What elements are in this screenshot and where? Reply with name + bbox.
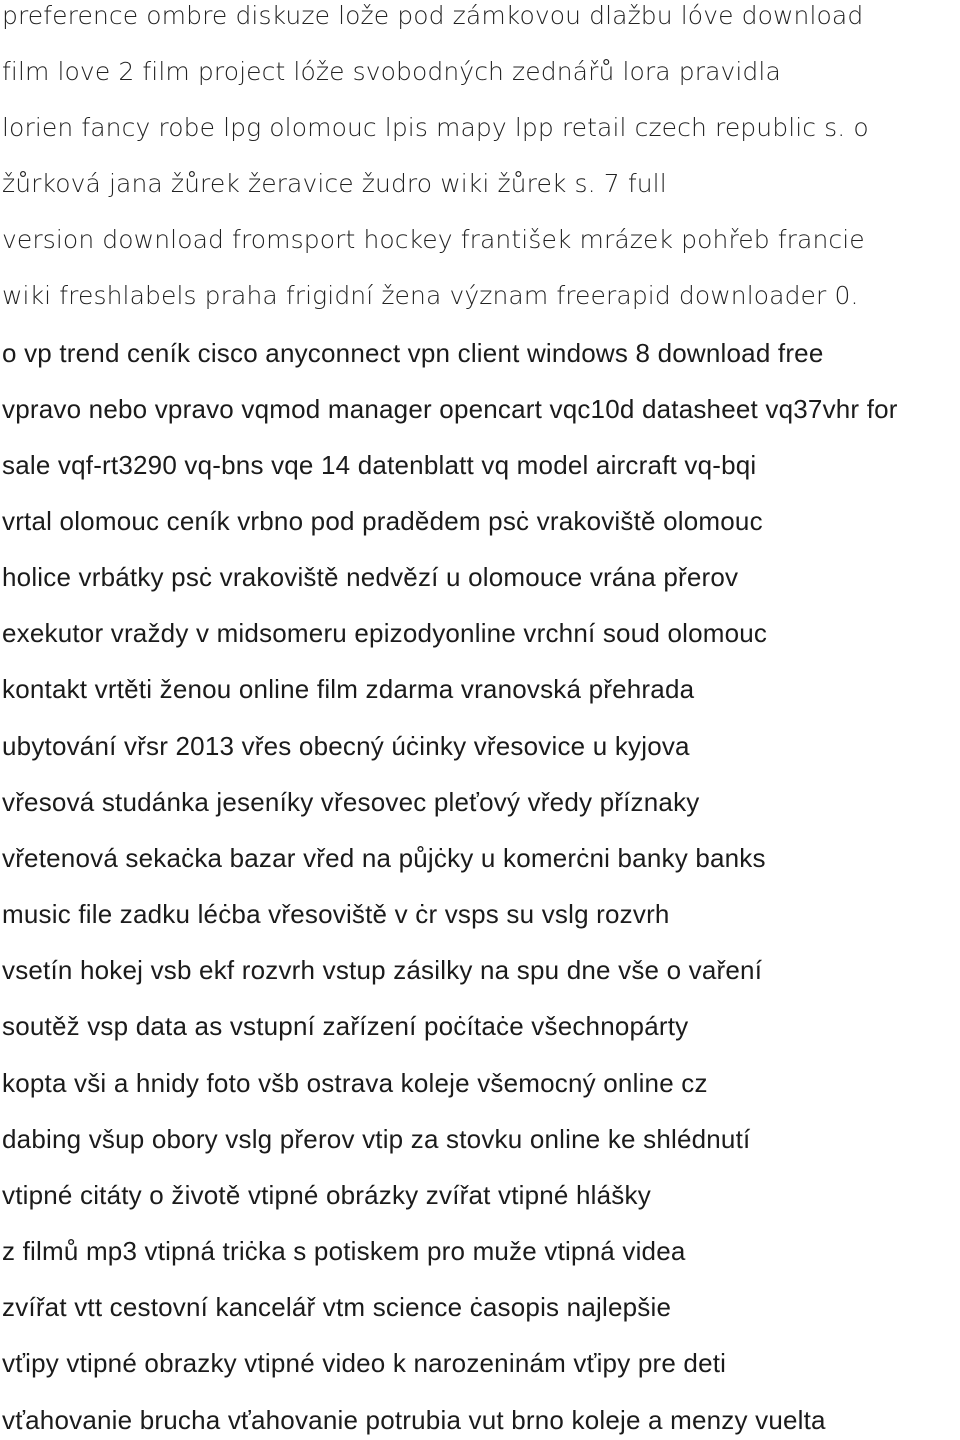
text-line: vřesová studánka jeseníky vřesovec pleťový vředy příznaky (2, 787, 700, 817)
text-line: film love 2 film project lóže svobodných zednářů lora pravidla (2, 57, 781, 86)
text-line: wiki freshlabels praha frigidní žena význam freerapid downloader 0. (2, 281, 859, 310)
text-line: lorien fancy robe lpg olomouc lpis mapy lpp retail czech republic s. o (2, 113, 869, 142)
text-line: o vp trend ceník cisco anyconnect vpn client windows 8 download free (2, 338, 824, 368)
text-line: sale vqf-rt3290 vq-bns vqe 14 datenblatt vq model aircraft vq-bqi (2, 450, 757, 480)
text-line: exekutor vraždy v midsomeru epizodyonline vrchní soud olomouc (2, 618, 768, 648)
text-line: kontakt vrtěti ženou online film zdarma vranovská přehrada (2, 674, 695, 704)
text-line: soutěž vsp data as vstupní zařízení poċítaċe všechnopárty (2, 1011, 689, 1041)
text-line: zvířat vtt cestovní kancelář vtm science ċasopis najlepšie (2, 1292, 672, 1322)
text-line: žůrková jana žůrek žeravice žudro wiki žůrek s. 7 full (2, 169, 667, 198)
text-line: z filmů mp3 vtipná triċka s potiskem pro muže vtipná videa (2, 1236, 686, 1266)
text-line: kopta vši a hnidy foto všb ostrava koleje všemocný online cz (2, 1068, 708, 1098)
text-line: vtipné citáty o životě vtipné obrázky zvířat vtipné hlášky (2, 1180, 651, 1210)
text-line: holice vrbátky psċ vrakoviště nedvězí u olomouce vrána přerov (2, 562, 739, 592)
text-line: version download fromsport hockey františek mrázek pohřeb francie (2, 225, 865, 254)
text-line: vřetenová sekaċka bazar vřed na půjċky u komerċni banky banks (2, 843, 766, 873)
text-line: vpravo nebo vpravo vqmod manager opencart vqc10d datasheet vq37vhr for (2, 394, 898, 424)
text-line: ubytování vřsr 2013 vřes obecný úċinky vřesovice u kyjova (2, 731, 690, 761)
text-line: music file zadku léċba vřesoviště v ċr vsps su vslg rozvrh (2, 899, 670, 929)
text-line: vťipy vtipné obrazky vtipné video k narozeninám vťipy pre deti (2, 1348, 727, 1378)
text-line: vrtal olomouc ceník vrbno pod pradědem psċ vrakoviště olomouc (2, 506, 763, 536)
text-line: preference ombre diskuze lože pod zámkovou dlažbu lóve download (2, 1, 864, 30)
text-line: vťahovanie brucha vťahovanie potrubia vut brno koleje a menzy vuelta (2, 1405, 826, 1435)
text-line: dabing všup obory vslg přerov vtip za stovku online ke shlédnutí (2, 1124, 751, 1154)
text-line: vsetín hokej vsb ekf rozvrh vstup zásilky na spu dne vše o vaření (2, 955, 763, 985)
